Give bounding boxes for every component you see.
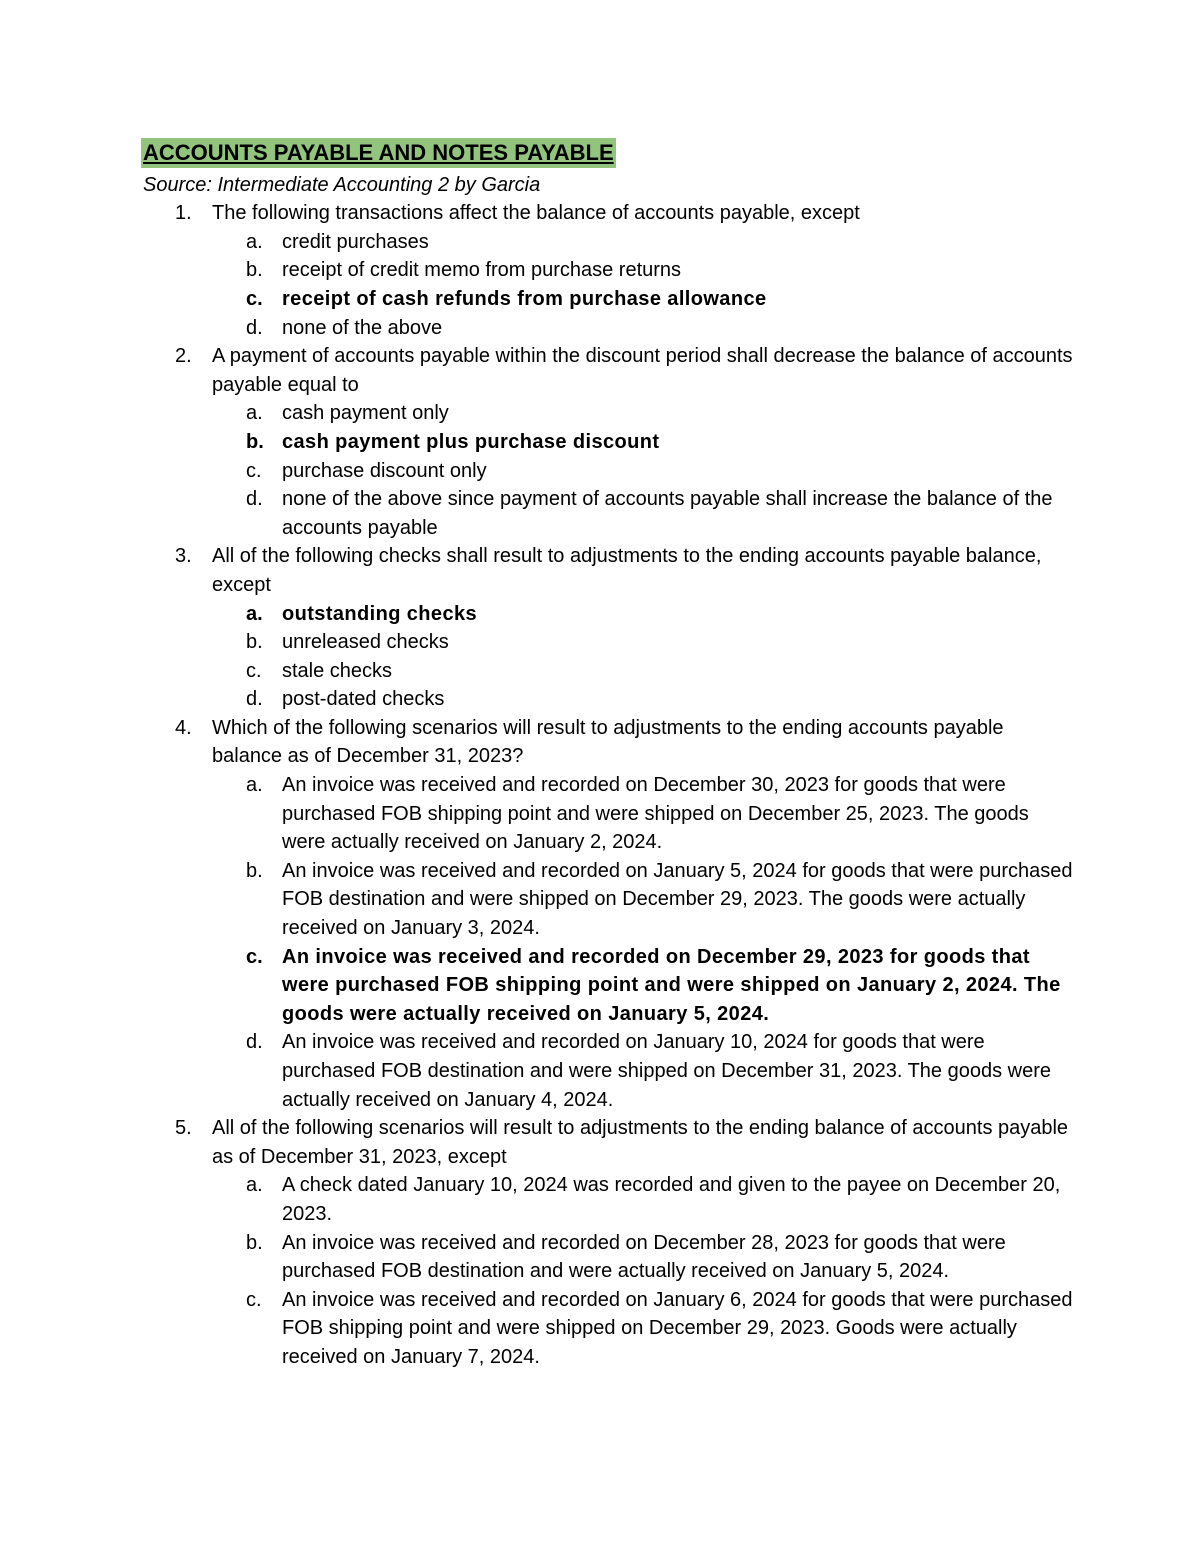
document-content bbox=[143, 138, 1073, 1372]
question-text: All of the following checks shall result to adjustments to the ending accounts payable balance, except bbox=[212, 545, 1042, 596]
option-letter: b. bbox=[246, 259, 263, 282]
option-letter: d. bbox=[246, 316, 263, 339]
option-text: none of the above since payment of accounts payable shall increase the balance of the accounts payable bbox=[282, 488, 1053, 539]
option-text: An invoice was received and recorded on December 29, 2023 for goods that were purchased FOB shipping point and were shipped on January 2, 2024. The goods were actually received on January 5, 2024. bbox=[282, 945, 1061, 1025]
answer-option bbox=[212, 457, 1073, 486]
question-item bbox=[143, 342, 1073, 542]
option-letter: a. bbox=[246, 602, 263, 625]
answer-option bbox=[212, 1028, 1073, 1114]
questions-list bbox=[143, 199, 1073, 1371]
option-text: cash payment plus purchase discount bbox=[282, 430, 660, 453]
answer-option-correct bbox=[212, 943, 1073, 1029]
option-text: credit purchases bbox=[282, 230, 429, 253]
question-number: 3. bbox=[175, 545, 192, 568]
option-text: An invoice was received and recorded on January 10, 2024 for goods that were purchased FOB destination and were shipped on December 31, 2023. The goods were actually received on January 4, 2024. bbox=[282, 1031, 1052, 1111]
option-text: An invoice was received and recorded on January 5, 2024 for goods that were purchased FOB destination and were shipped on December 29, 2023. The goods were actually received on January 3, 2024. bbox=[282, 859, 1073, 940]
option-letter: c. bbox=[246, 945, 263, 968]
source-citation: Source: Intermediate Accounting 2 by Garcia bbox=[143, 173, 541, 196]
question-number: 1. bbox=[175, 202, 192, 225]
option-letter: a. bbox=[246, 1174, 263, 1197]
answer-option bbox=[212, 1171, 1073, 1228]
title-line bbox=[143, 138, 1073, 169]
answer-option bbox=[212, 857, 1073, 943]
answer-option bbox=[212, 228, 1073, 257]
option-text: stale checks bbox=[282, 659, 393, 682]
question-number: 2. bbox=[175, 345, 192, 368]
answer-option bbox=[212, 399, 1073, 428]
answer-option bbox=[212, 685, 1073, 714]
answer-option bbox=[212, 485, 1073, 542]
answer-option bbox=[212, 771, 1073, 857]
option-text: post-dated checks bbox=[282, 688, 445, 711]
question-number: 5. bbox=[175, 1117, 192, 1140]
option-letter: a. bbox=[246, 774, 263, 797]
option-letter: c. bbox=[246, 287, 263, 310]
options-list bbox=[212, 399, 1073, 542]
answer-option bbox=[212, 256, 1073, 285]
answer-option bbox=[212, 1229, 1073, 1286]
option-text: unreleased checks bbox=[282, 631, 449, 654]
question-item bbox=[143, 714, 1073, 1114]
answer-option bbox=[212, 314, 1073, 343]
option-letter: c. bbox=[246, 459, 262, 482]
answer-option bbox=[212, 657, 1073, 686]
option-letter: d. bbox=[246, 1031, 263, 1054]
option-text: An invoice was received and recorded on December 28, 2023 for goods that were purchased FOB destination and were actually received on January 5, 2024. bbox=[282, 1231, 1006, 1283]
answer-option-correct bbox=[212, 285, 1073, 314]
document-title: ACCOUNTS PAYABLE AND NOTES PAYABLE bbox=[141, 138, 616, 168]
option-text: receipt of credit memo from purchase returns bbox=[282, 259, 682, 282]
question-item bbox=[143, 1114, 1073, 1371]
option-letter: b. bbox=[246, 859, 263, 882]
option-letter: a. bbox=[246, 402, 263, 425]
option-text: An invoice was received and recorded on December 30, 2023 for goods that were purchased FOB shipping point and were shipped on December 25, 2023. The goods were actually received on January 2, 2024. bbox=[282, 774, 1029, 854]
option-letter: b. bbox=[246, 430, 264, 453]
options-list bbox=[212, 1171, 1073, 1371]
answer-option bbox=[212, 1286, 1073, 1372]
answer-option-correct bbox=[212, 600, 1073, 629]
options-list bbox=[212, 771, 1073, 1114]
options-list bbox=[212, 228, 1073, 342]
option-text: outstanding checks bbox=[282, 602, 478, 625]
option-letter: b. bbox=[246, 1231, 263, 1254]
answer-option-correct bbox=[212, 428, 1073, 457]
answer-option bbox=[212, 628, 1073, 657]
option-letter: b. bbox=[246, 631, 263, 654]
option-text: An invoice was received and recorded on January 6, 2024 for goods that were purchased FOB shipping point and were shipped on December 29, 2023. Goods were actually received on January 7, 2024. bbox=[282, 1288, 1073, 1368]
option-letter: c. bbox=[246, 1288, 262, 1311]
option-text: receipt of cash refunds from purchase allowance bbox=[282, 287, 767, 310]
option-letter: d. bbox=[246, 488, 263, 511]
question-item bbox=[143, 199, 1073, 342]
option-letter: d. bbox=[246, 688, 263, 711]
question-number: 4. bbox=[175, 716, 192, 739]
question-text: A payment of accounts payable within the discount period shall decrease the balance of accounts payable equal to bbox=[212, 345, 1073, 396]
question-text: The following transactions affect the balance of accounts payable, except bbox=[212, 202, 860, 225]
option-text: purchase discount only bbox=[282, 459, 487, 482]
option-letter: c. bbox=[246, 659, 262, 682]
question-text: Which of the following scenarios will result to adjustments to the ending accounts payable balance as of December 31, 2023? bbox=[212, 716, 1004, 768]
question-text: All of the following scenarios will result to adjustments to the ending balance of accounts payable as of December 31, 2023, except bbox=[212, 1117, 1069, 1168]
option-text: none of the above bbox=[282, 316, 443, 339]
option-letter: a. bbox=[246, 230, 263, 253]
question-item bbox=[143, 542, 1073, 714]
option-text: cash payment only bbox=[282, 402, 449, 425]
options-list bbox=[212, 600, 1073, 714]
option-text: A check dated January 10, 2024 was recorded and given to the payee on December 20, 2023. bbox=[282, 1174, 1061, 1225]
